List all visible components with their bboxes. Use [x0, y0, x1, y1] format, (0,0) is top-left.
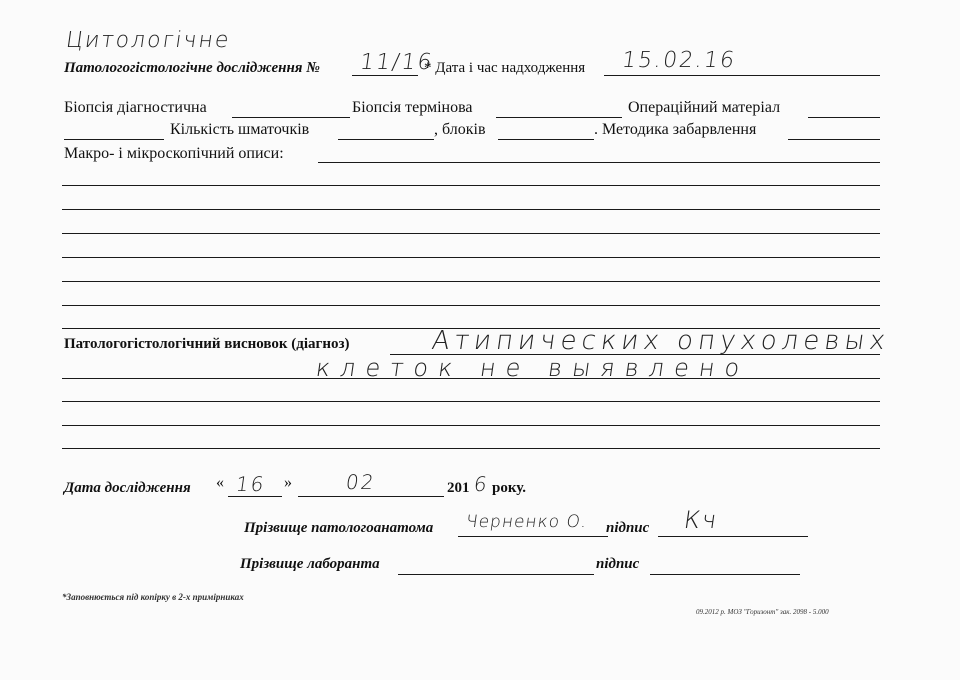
biopsy-urgent-label: Біопсія термінова — [352, 99, 473, 116]
pathologist-line — [458, 536, 608, 537]
exam-month: 02 — [344, 470, 378, 494]
macro-micro-line — [318, 162, 880, 163]
exam-number-line — [352, 75, 418, 76]
exam-number: 11/16 — [358, 50, 436, 75]
arrival-label: * Дата і час надходження — [424, 60, 586, 76]
pieces-count-label: Кількість шматочків — [170, 121, 310, 138]
exam-day: 16 — [234, 472, 268, 496]
description-line — [62, 281, 880, 282]
operational-material-line — [808, 117, 880, 118]
pathologist-value: Черненко О. — [464, 512, 589, 532]
conclusion-line — [62, 378, 880, 379]
operational-material-line-cont — [64, 139, 164, 140]
year-word: року. — [492, 480, 527, 496]
lab-assistant-line — [398, 574, 594, 575]
year-suffix-handwritten: 6 — [472, 472, 491, 496]
signature-line-1 — [658, 536, 808, 537]
pieces-count-line — [338, 139, 434, 140]
conclusion-line — [62, 401, 880, 402]
signature-value: Кч — [682, 506, 721, 534]
quote-open-1: « — [216, 474, 224, 491]
exam-day-line — [228, 496, 282, 497]
arrival-line — [604, 75, 880, 76]
blocks-line — [498, 139, 594, 140]
description-line — [62, 257, 880, 258]
staining-method-line — [788, 139, 880, 140]
signature-label-1: підпис — [606, 520, 650, 536]
description-line — [62, 305, 880, 306]
operational-material-label: Операційний матеріал — [628, 99, 781, 116]
staining-method-label: . Методика забарвлення — [594, 121, 757, 138]
lab-assistant-label: Прізвище лаборанта — [240, 556, 380, 572]
biopsy-diag-label: Біопсія діагностична — [64, 99, 207, 116]
macro-micro-label: Макро- і мікроскопічний описи: — [64, 145, 284, 162]
exam-title: Патологогістологічне дослідження № — [64, 60, 320, 76]
handwritten-header: Цитологічне — [64, 28, 233, 53]
exam-month-line — [298, 496, 444, 497]
pathologist-label: Прізвище патологоанатома — [244, 520, 434, 536]
signature-label-2: підпис — [596, 556, 640, 572]
year-prefix: 201 — [447, 480, 470, 496]
description-line — [62, 233, 880, 234]
conclusion-label: Патологогістологічний висновок (діагноз) — [64, 336, 350, 352]
biopsy-urgent-line — [496, 117, 622, 118]
conclusion-line-2: клеток не выявлено — [314, 354, 752, 382]
footer-reference: 09.2012 р. МОЗ "Горизонт" зак. 2098 - 5.000 — [696, 608, 829, 616]
footnote: *Заповнюється під копірку в 2-х примірниках — [62, 592, 244, 602]
biopsy-diag-line — [232, 117, 350, 118]
signature-line-2 — [650, 574, 800, 575]
blocks-label: , блоків — [434, 121, 486, 138]
exam-date-label: Дата дослідження — [64, 480, 191, 496]
description-line — [62, 185, 880, 186]
arrival-value: 15.02.16 — [620, 48, 738, 73]
conclusion-line-1: Атипических опухолевых — [429, 326, 892, 356]
conclusion-line — [62, 425, 880, 426]
quote-close-1: » — [284, 474, 292, 491]
description-line — [62, 209, 880, 210]
conclusion-line — [62, 448, 880, 449]
